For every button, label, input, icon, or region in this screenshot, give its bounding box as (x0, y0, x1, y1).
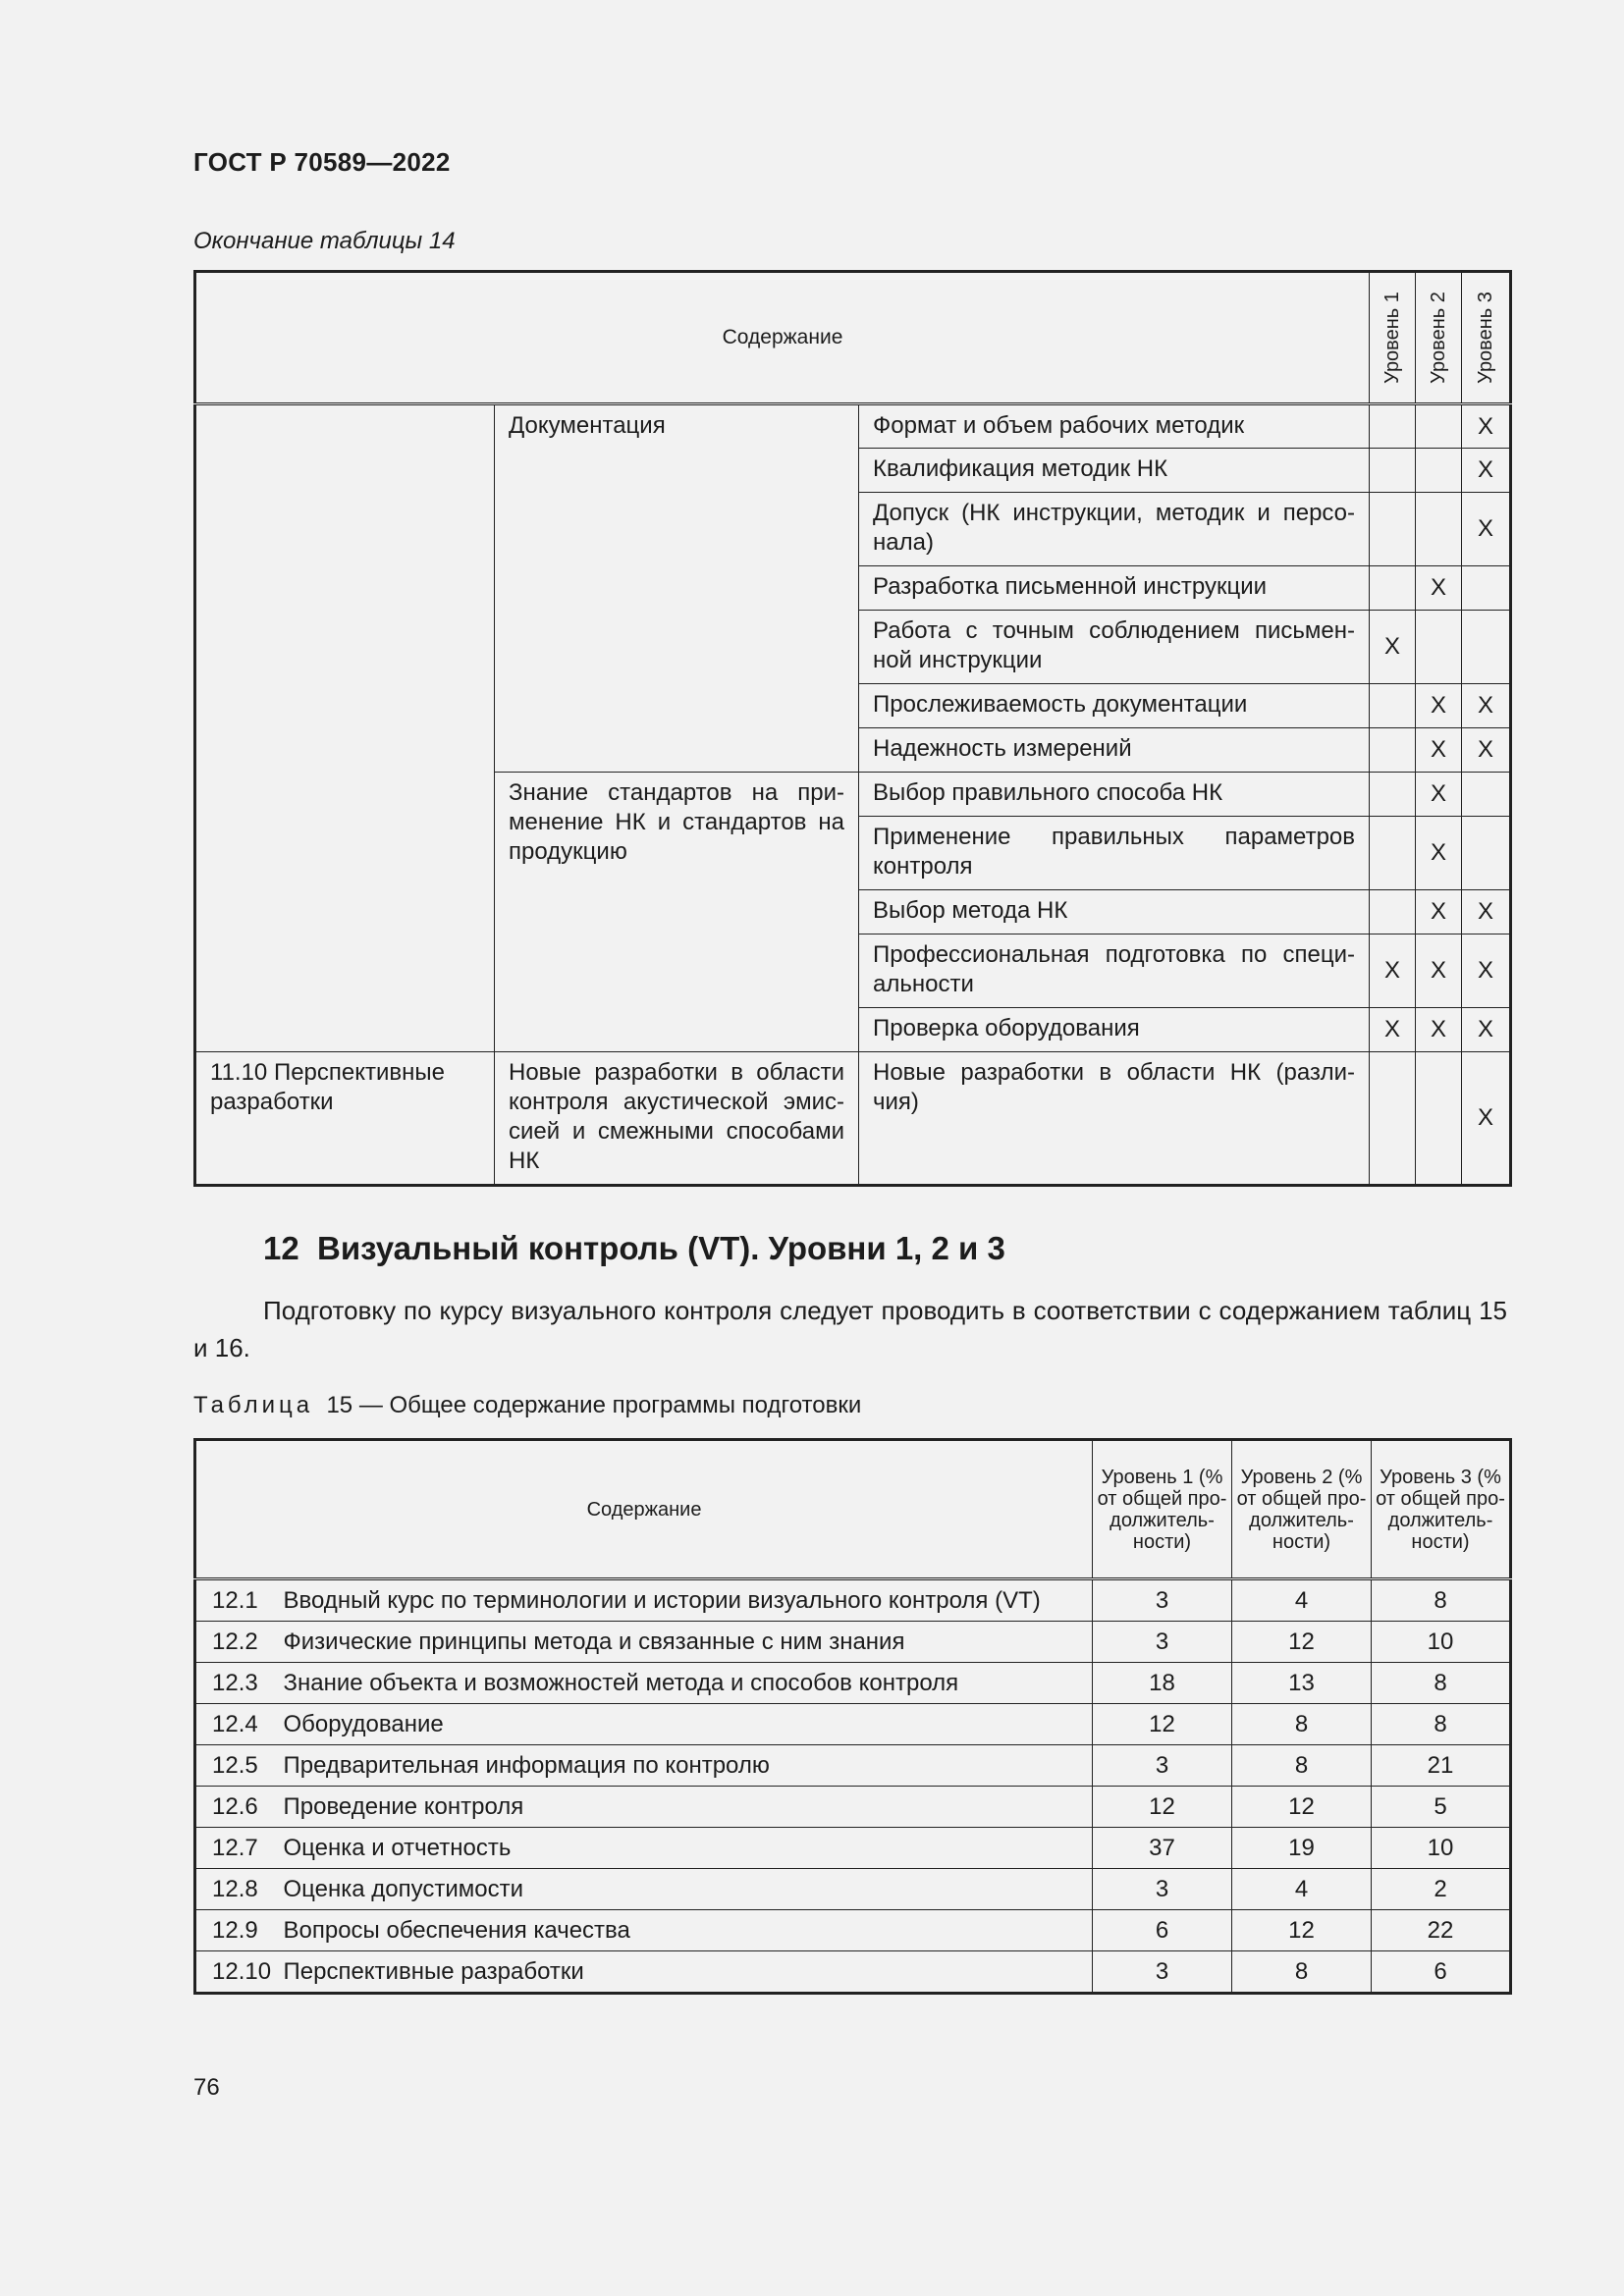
table15-level1-value: 37 (1093, 1828, 1232, 1869)
table15-level2-value: 8 (1232, 1951, 1372, 1994)
table14-mark: X (1462, 1052, 1511, 1186)
table14-mark: X (1462, 449, 1511, 493)
table14-mark (1370, 1052, 1416, 1186)
table15-row-number: 12.1 (195, 1579, 280, 1622)
table14-mark: X (1370, 611, 1416, 684)
table14-topic: Квалификация методик НК (859, 449, 1370, 493)
table-row (195, 1787, 1511, 1828)
table15-row-number: 12.3 (195, 1663, 280, 1704)
table14-subgroup-cell: Знание стандартов на при-менение НК и стандартов на продукцию (495, 773, 859, 1052)
table-row (195, 1745, 1511, 1787)
table14-mark (1462, 611, 1511, 684)
table14-mark (1370, 728, 1416, 773)
table14-topic: Профессиональная подготовка по специ-альности (859, 934, 1370, 1008)
table15-level3-value: 21 (1372, 1745, 1511, 1787)
table15-row-name: Вводный курс по терминологии и истории визуального контроля (VT) (280, 1579, 1093, 1622)
table14-mark (1416, 611, 1462, 684)
table15-level3-value: 10 (1372, 1828, 1511, 1869)
table15-header-level2: Уровень 2 (% от общей про-должитель-ности) (1232, 1440, 1372, 1579)
table-row (195, 1951, 1511, 1994)
table-row (195, 1828, 1511, 1869)
table15-row-number: 12.8 (195, 1869, 280, 1910)
table14-mark (1462, 773, 1511, 817)
table-row (195, 1869, 1511, 1910)
table15-row-name: Оценка допустимости (280, 1869, 1093, 1910)
table14-mark: X (1462, 728, 1511, 773)
table15-header-level1: Уровень 1 (% от общей про-должитель-ности) (1093, 1440, 1232, 1579)
table14-mark: X (1416, 890, 1462, 934)
section-12-paragraph: Подготовку по курсу визуального контроля следует проводить в соответствии с содержанием таблиц 15 и 16. (193, 1296, 1507, 1362)
table15-caption-word: Таблица (193, 1392, 314, 1418)
table14-group-cell: 11.10 Перспективные разработки (195, 1052, 495, 1186)
table15-row-name: Вопросы обеспечения качества (280, 1910, 1093, 1951)
table15-row-name: Знание объекта и возможностей метода и способов контроля (280, 1663, 1093, 1704)
table14-mark (1416, 449, 1462, 493)
table15-level1-value: 3 (1093, 1622, 1232, 1663)
table-row (195, 1910, 1511, 1951)
table14-mark: X (1416, 773, 1462, 817)
table14-mark: X (1462, 493, 1511, 566)
table14-topic: Работа с точным соблюдением письмен-ной инструкции (859, 611, 1370, 684)
table15-header-content: Содержание (195, 1440, 1093, 1579)
table14-topic: Допуск (НК инструкции, методик и персо-нала) (859, 493, 1370, 566)
table14-mark (1370, 493, 1416, 566)
table14-topic: Выбор правильного способа НК (859, 773, 1370, 817)
table14-header-level3: Уровень 3 (1462, 272, 1511, 404)
table15-level1-value: 6 (1093, 1910, 1232, 1951)
table14-topic: Прослеживаемость документации (859, 684, 1370, 728)
table14-header-level1: Уровень 1 (1370, 272, 1416, 404)
table14-mark (1370, 404, 1416, 449)
table14-mark: X (1462, 890, 1511, 934)
table15-row-name: Физические принципы метода и связанные с ним знания (280, 1622, 1093, 1663)
table15-level3-value: 8 (1372, 1579, 1511, 1622)
table15-row-name: Оценка и отчетность (280, 1828, 1093, 1869)
table14-mark: X (1462, 1008, 1511, 1052)
table15-level2-value: 4 (1232, 1869, 1372, 1910)
table15-level2-value: 19 (1232, 1828, 1372, 1869)
table14-topic: Формат и объем рабочих методик (859, 404, 1370, 449)
table-row (195, 1663, 1511, 1704)
table15-level1-value: 3 (1093, 1951, 1232, 1994)
table-14 (193, 270, 1512, 1187)
table15-level2-value: 8 (1232, 1704, 1372, 1745)
table15-level1-value: 18 (1093, 1663, 1232, 1704)
table15-level1-value: 12 (1093, 1787, 1232, 1828)
table14-topic: Проверка оборудования (859, 1008, 1370, 1052)
table14-mark: X (1416, 728, 1462, 773)
table14-mark (1370, 449, 1416, 493)
table14-topic: Разработка письменной инструкции (859, 566, 1370, 611)
table15-level3-value: 6 (1372, 1951, 1511, 1994)
table15-level3-value: 5 (1372, 1787, 1511, 1828)
table15-level1-value: 12 (1093, 1704, 1232, 1745)
table14-header-content: Содержание (195, 272, 1370, 404)
table15-level2-value: 13 (1232, 1663, 1372, 1704)
table15-row-number: 12.4 (195, 1704, 280, 1745)
table-row (195, 1704, 1511, 1745)
table15-level3-value: 10 (1372, 1622, 1511, 1663)
table15-level3-value: 8 (1372, 1663, 1511, 1704)
table-row (195, 1622, 1511, 1663)
table15-level2-value: 4 (1232, 1579, 1372, 1622)
table14-mark (1370, 890, 1416, 934)
table14-mark (1370, 684, 1416, 728)
table14-mark (1370, 817, 1416, 890)
table14-mark (1416, 493, 1462, 566)
table14-mark: X (1370, 1008, 1416, 1052)
table14-topic: Новые разработки в области НК (разли-чия) (859, 1052, 1370, 1186)
table15-row-name: Перспективные разработки (280, 1951, 1093, 1994)
table15-caption-title: 15 — Общее содержание программы подготовки (326, 1392, 862, 1418)
table15-row-number: 12.9 (195, 1910, 280, 1951)
table14-mark (1370, 773, 1416, 817)
table14-mark (1462, 817, 1511, 890)
table15-caption (193, 1392, 861, 1419)
table15-level2-value: 8 (1232, 1745, 1372, 1787)
table14-group-cell (195, 404, 495, 1052)
table14-mark: X (1416, 934, 1462, 1008)
table15-row-number: 12.7 (195, 1828, 280, 1869)
table14-mark: X (1416, 566, 1462, 611)
table15-row-number: 12.10 (195, 1951, 280, 1994)
table14-subgroup-cell: Новые разработки в области контроля акустической эмис-сией и смежными способами НК (495, 1052, 859, 1186)
table15-level2-value: 12 (1232, 1910, 1372, 1951)
table15-level1-value: 3 (1093, 1579, 1232, 1622)
page-number: 76 (193, 2074, 220, 2101)
table15-row-name: Оборудование (280, 1704, 1093, 1745)
table14-mark: X (1416, 1008, 1462, 1052)
table14-subgroup-cell: Документация (495, 404, 859, 773)
table15-level2-value: 12 (1232, 1787, 1372, 1828)
table15-row-number: 12.6 (195, 1787, 280, 1828)
table14-mark (1416, 404, 1462, 449)
table14-mark: X (1416, 684, 1462, 728)
table15-row-name: Проведение контроля (280, 1787, 1093, 1828)
table15-level2-value: 12 (1232, 1622, 1372, 1663)
table15-row-name: Предварительная информация по контролю (280, 1745, 1093, 1787)
table14-mark: X (1370, 934, 1416, 1008)
table15-row-number: 12.5 (195, 1745, 280, 1787)
table14-mark: X (1462, 404, 1511, 449)
section-12-heading: 12 Визуальный контроль (VT). Уровни 1, 2 и 3 (263, 1230, 1005, 1266)
table14-mark: X (1416, 817, 1462, 890)
table14-topic: Надежность измерений (859, 728, 1370, 773)
table14-header-level2: Уровень 2 (1416, 272, 1462, 404)
table-15 (193, 1438, 1512, 1995)
table14-mark: X (1462, 684, 1511, 728)
table15-level1-value: 3 (1093, 1869, 1232, 1910)
table15-level1-value: 3 (1093, 1745, 1232, 1787)
table15-level3-value: 2 (1372, 1869, 1511, 1910)
table14-mark (1370, 566, 1416, 611)
table14-caption: Окончание таблицы 14 (193, 228, 456, 254)
table15-level3-value: 22 (1372, 1910, 1511, 1951)
table14-topic: Выбор метода НК (859, 890, 1370, 934)
table15-row-number: 12.2 (195, 1622, 280, 1663)
table15-header-level3: Уровень 3 (% от общей про-должитель-ности) (1372, 1440, 1511, 1579)
table14-mark (1462, 566, 1511, 611)
table14-mark (1416, 1052, 1462, 1186)
table14-topic: Применение правильных параметров контроля (859, 817, 1370, 890)
document-header: ГОСТ Р 70589—2022 (193, 147, 451, 177)
table-row (195, 1579, 1511, 1622)
table14-mark: X (1462, 934, 1511, 1008)
table15-level3-value: 8 (1372, 1704, 1511, 1745)
